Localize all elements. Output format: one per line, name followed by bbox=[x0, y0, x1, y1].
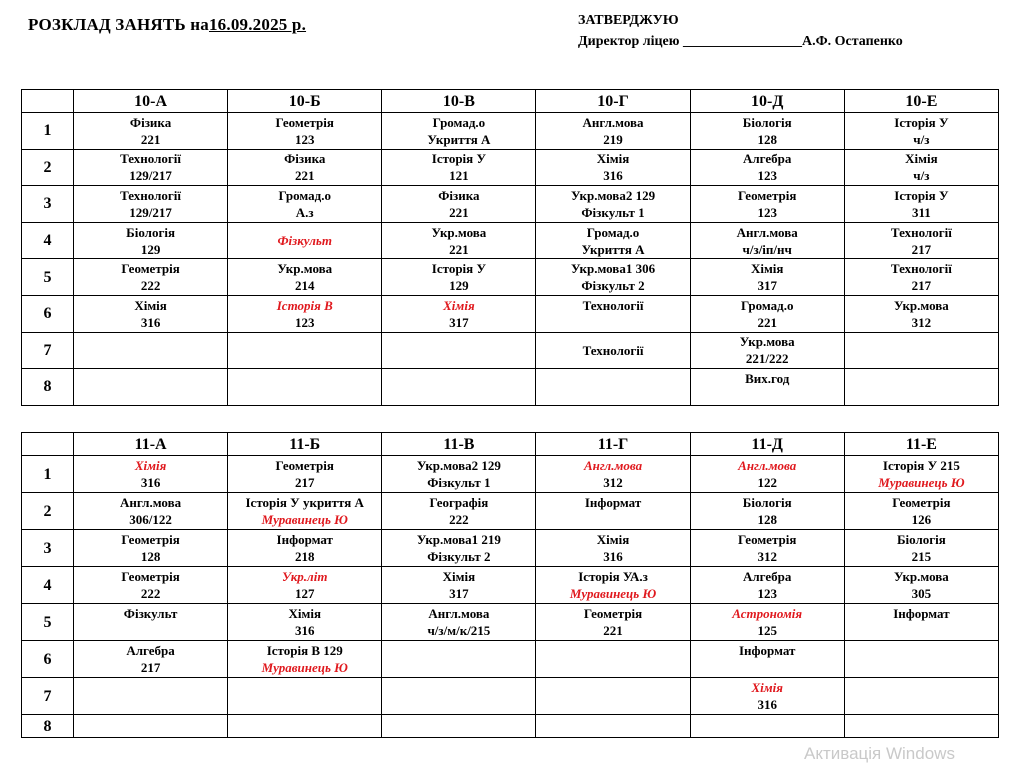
class-header: 10-Г bbox=[536, 90, 690, 113]
lesson-cell bbox=[228, 259, 382, 296]
room-or-note: 127 bbox=[294, 586, 315, 601]
class-header: 11-Б bbox=[228, 433, 382, 456]
lesson-number: 7 bbox=[22, 678, 74, 715]
subject: Громад.о bbox=[278, 187, 331, 203]
lesson-cell bbox=[382, 678, 536, 715]
room-or-note: 122 bbox=[757, 475, 777, 490]
lesson-cell bbox=[844, 678, 998, 715]
lesson-cell bbox=[228, 113, 382, 150]
lesson-cell bbox=[844, 332, 998, 369]
lesson-row bbox=[22, 567, 999, 604]
subject: Англ.мова bbox=[582, 114, 644, 130]
subject: Історія У bbox=[431, 261, 486, 277]
room-or-note: 217 bbox=[140, 660, 161, 675]
subject: Технології bbox=[890, 261, 952, 277]
lesson-cell bbox=[690, 113, 844, 150]
lesson-cell bbox=[690, 332, 844, 369]
lesson-number: 1 bbox=[22, 113, 74, 150]
subject: Фізика bbox=[129, 114, 172, 130]
lesson-cell bbox=[382, 641, 536, 678]
room-or-note: Муравинець Ю bbox=[261, 512, 348, 527]
class-header: 10-Б bbox=[228, 90, 382, 113]
lesson-row bbox=[22, 604, 999, 641]
lesson-cell bbox=[536, 149, 690, 186]
subject: Укр.мова2 129 bbox=[571, 187, 656, 203]
lesson-cell bbox=[228, 567, 382, 604]
room-or-note: 316 bbox=[294, 623, 315, 638]
lesson-cell bbox=[74, 149, 228, 186]
subject: Хімія bbox=[134, 297, 167, 313]
lesson-cell bbox=[382, 456, 536, 493]
subject: Укр.мова2 129 bbox=[416, 458, 501, 473]
lesson-cell bbox=[844, 149, 998, 186]
lesson-cell bbox=[74, 678, 228, 715]
corner-cell bbox=[22, 90, 74, 113]
schedule-table-10 bbox=[21, 89, 999, 406]
lesson-cell bbox=[844, 369, 998, 406]
room-or-note: 123 bbox=[757, 168, 777, 184]
lesson-cell bbox=[690, 678, 844, 715]
subject: Англ.мова bbox=[428, 606, 490, 621]
lesson-cell bbox=[382, 604, 536, 641]
lesson-cell bbox=[228, 332, 382, 369]
title-prefix: РОЗКЛАД ЗАНЯТЬ на bbox=[28, 15, 209, 34]
subject: Технології bbox=[890, 224, 952, 240]
lesson-number: 4 bbox=[22, 222, 74, 259]
lesson-cell bbox=[844, 113, 998, 150]
lesson-cell bbox=[74, 456, 228, 493]
lesson-cell bbox=[536, 113, 690, 150]
lesson-row bbox=[22, 530, 999, 567]
subject: Інформат bbox=[739, 643, 796, 658]
lesson-cell bbox=[844, 295, 998, 332]
room-or-note: 311 bbox=[911, 204, 931, 220]
lesson-cell bbox=[690, 149, 844, 186]
room-or-note: 128 bbox=[140, 549, 161, 564]
lesson-cell bbox=[74, 186, 228, 223]
room-or-note: Фізкульт 1 bbox=[427, 475, 491, 490]
room-or-note: 221 bbox=[140, 131, 161, 147]
subject: Алгебра bbox=[126, 643, 175, 658]
lesson-cell bbox=[844, 604, 998, 641]
lesson-cell bbox=[536, 186, 690, 223]
lesson-cell bbox=[228, 186, 382, 223]
lesson-cell bbox=[844, 456, 998, 493]
subject: Вих.год bbox=[745, 370, 790, 386]
subject: Укр.мова bbox=[893, 569, 949, 584]
lesson-cell bbox=[74, 259, 228, 296]
room-or-note: 128 bbox=[757, 512, 777, 527]
lesson-cell bbox=[74, 567, 228, 604]
lesson-cell bbox=[536, 604, 690, 641]
subject: Геометрія bbox=[583, 606, 643, 621]
lesson-cell bbox=[690, 186, 844, 223]
schedule-date: 16.09.2025 р. bbox=[208, 15, 307, 34]
lesson-row bbox=[22, 222, 999, 259]
subject: Історія У укриття А bbox=[245, 495, 364, 510]
room-or-note: 316 bbox=[757, 697, 777, 712]
subject: Історія У bbox=[431, 151, 486, 167]
lesson-cell bbox=[382, 113, 536, 150]
subject: Фізкульт bbox=[123, 606, 178, 621]
room-or-note: 317 bbox=[449, 314, 469, 330]
room-or-note: Муравинець Ю bbox=[569, 586, 657, 601]
lesson-cell bbox=[844, 186, 998, 223]
room-or-note: Муравинець Ю bbox=[261, 660, 348, 675]
subject: Технології bbox=[120, 187, 182, 203]
room-or-note: 317 bbox=[449, 586, 469, 601]
subject: Геометрія bbox=[121, 569, 180, 584]
lesson-cell bbox=[228, 715, 382, 738]
subject: Хімія bbox=[596, 151, 630, 167]
room-or-note: Фізкульт 2 bbox=[427, 549, 491, 564]
room-or-note: 217 bbox=[911, 241, 932, 257]
corner-cell bbox=[22, 433, 74, 456]
subject: Географія bbox=[429, 495, 489, 510]
lesson-cell bbox=[228, 149, 382, 186]
subject: Укр.літ bbox=[282, 569, 328, 584]
lesson-cell bbox=[382, 332, 536, 369]
room-or-note: 123 bbox=[294, 131, 315, 147]
lesson-cell bbox=[382, 186, 536, 223]
room-or-note: 312 bbox=[911, 314, 932, 330]
lesson-row bbox=[22, 678, 999, 715]
lesson-cell bbox=[690, 641, 844, 678]
subject: Технології bbox=[582, 297, 644, 313]
lesson-row bbox=[22, 456, 999, 493]
subject: Історія У bbox=[894, 114, 949, 130]
lesson-cell bbox=[228, 641, 382, 678]
subject: Англ.мова bbox=[120, 495, 182, 510]
lesson-number: 3 bbox=[22, 186, 74, 223]
lesson-cell bbox=[690, 715, 844, 738]
class-header: 11-Г bbox=[536, 433, 690, 456]
class-header: 10-Д bbox=[690, 90, 844, 113]
room-or-note: 316 bbox=[603, 549, 623, 564]
room-or-note: Фізкульт 1 bbox=[581, 204, 645, 220]
class-header: 10-В bbox=[382, 90, 536, 113]
room-or-note: 128 bbox=[757, 131, 777, 147]
room-or-note: 123 bbox=[294, 314, 315, 330]
room-or-note bbox=[536, 511, 689, 528]
lesson-row bbox=[22, 493, 999, 530]
room-or-note: 129/217 bbox=[129, 168, 172, 184]
subject: Історія УА.з bbox=[578, 569, 648, 584]
lesson-cell bbox=[382, 530, 536, 567]
lesson-number: 4 bbox=[22, 567, 74, 604]
lesson-cell bbox=[690, 604, 844, 641]
schedule-title bbox=[28, 15, 306, 35]
room-or-note: 126 bbox=[911, 512, 932, 527]
lesson-cell bbox=[690, 493, 844, 530]
lesson-cell bbox=[536, 641, 690, 678]
lesson-cell bbox=[844, 530, 998, 567]
lesson-cell bbox=[536, 259, 690, 296]
subject: Алгебра bbox=[742, 151, 792, 167]
subject: Інформат bbox=[584, 495, 642, 510]
lesson-cell bbox=[690, 530, 844, 567]
lesson-cell bbox=[536, 715, 690, 738]
subject: Укр.мова bbox=[893, 297, 949, 313]
lesson-number: 7 bbox=[22, 332, 74, 369]
subject: Алгебра bbox=[742, 569, 792, 584]
lesson-cell bbox=[382, 222, 536, 259]
lesson-cell bbox=[844, 567, 998, 604]
room-or-note bbox=[536, 314, 689, 331]
lesson-cell bbox=[74, 641, 228, 678]
subject: Геометрія bbox=[738, 187, 797, 203]
subject: Технології bbox=[120, 151, 182, 167]
lesson-cell bbox=[74, 222, 228, 259]
subject: Хімія bbox=[134, 458, 167, 473]
subject: Громад.о bbox=[432, 114, 486, 130]
room-or-note: 306/122 bbox=[129, 512, 172, 527]
room-or-note: 125 bbox=[757, 623, 777, 638]
schedule-table-11 bbox=[21, 432, 999, 738]
class-header: 10-Е bbox=[844, 90, 998, 113]
lesson-cell bbox=[74, 332, 228, 369]
subject: Хімія bbox=[750, 261, 784, 277]
subject: Геометрія bbox=[275, 114, 334, 130]
lesson-row bbox=[22, 259, 999, 296]
subject: Геометрія bbox=[121, 532, 180, 547]
room-or-note: ч/з/іп/нч bbox=[742, 241, 792, 257]
lesson-number: 1 bbox=[22, 456, 74, 493]
class-header: 11-А bbox=[74, 433, 228, 456]
subject: Хімія bbox=[596, 532, 630, 547]
lesson-row bbox=[22, 186, 999, 223]
room-or-note: 217 bbox=[294, 475, 315, 490]
room-or-note: 316 bbox=[140, 475, 161, 490]
lesson-cell bbox=[228, 604, 382, 641]
room-or-note: Укриття А bbox=[581, 241, 645, 257]
class-header: 10-А bbox=[74, 90, 228, 113]
lesson-number: 6 bbox=[22, 641, 74, 678]
room-or-note: 222 bbox=[140, 278, 161, 294]
lesson-cell bbox=[690, 222, 844, 259]
subject: Громад.о bbox=[740, 297, 794, 313]
room-or-note: 121 bbox=[449, 168, 469, 184]
lesson-cell bbox=[844, 493, 998, 530]
room-or-note: 312 bbox=[757, 549, 777, 564]
lesson-cell bbox=[74, 295, 228, 332]
class-header: 11-Е bbox=[844, 433, 998, 456]
subject: Хімія bbox=[905, 151, 938, 167]
subject: Англ.мова bbox=[736, 224, 798, 240]
room-or-note: 218 bbox=[294, 549, 315, 564]
lesson-cell bbox=[536, 493, 690, 530]
lesson-cell bbox=[74, 604, 228, 641]
lesson-cell bbox=[74, 530, 228, 567]
lesson-cell bbox=[382, 567, 536, 604]
subject: Історія У 215 bbox=[882, 458, 960, 473]
lesson-row bbox=[22, 641, 999, 678]
subject: Фізика bbox=[438, 187, 480, 203]
room-or-note bbox=[691, 387, 844, 404]
room-or-note: 215 bbox=[911, 549, 932, 564]
subject: Фізика bbox=[284, 151, 326, 167]
room-or-note: 305 bbox=[911, 586, 932, 601]
lesson-cell bbox=[536, 295, 690, 332]
subject: Біологія bbox=[126, 224, 176, 240]
subject: Технології bbox=[582, 342, 644, 358]
lesson-cell bbox=[382, 295, 536, 332]
room-or-note: ч/з bbox=[913, 168, 930, 184]
room-or-note: ч/з bbox=[913, 131, 930, 147]
room-or-note bbox=[74, 622, 227, 639]
room-or-note: А.з bbox=[295, 204, 314, 220]
room-or-note: 221 bbox=[757, 314, 777, 330]
lesson-number: 5 bbox=[22, 259, 74, 296]
lesson-cell bbox=[844, 259, 998, 296]
subject: Укр.мова1 306 bbox=[571, 261, 656, 277]
lesson-cell bbox=[844, 715, 998, 738]
lesson-cell bbox=[228, 222, 382, 259]
lesson-number: 8 bbox=[22, 369, 74, 406]
subject: Історія В 129 bbox=[266, 643, 343, 658]
lesson-cell bbox=[536, 369, 690, 406]
subject: Біологія bbox=[742, 114, 792, 130]
room-or-note: 222 bbox=[449, 512, 469, 527]
room-or-note: 129 bbox=[140, 241, 161, 257]
lesson-cell bbox=[74, 369, 228, 406]
lesson-cell bbox=[74, 493, 228, 530]
lesson-cell bbox=[690, 369, 844, 406]
subject: Хімія bbox=[751, 680, 783, 695]
director-signature-line: Директор ліцею _________________А.Ф. Остапенко bbox=[578, 34, 903, 49]
approval-block bbox=[578, 10, 903, 52]
subject: Історія У bbox=[894, 187, 949, 203]
room-or-note: 221 bbox=[449, 241, 469, 257]
lesson-cell bbox=[536, 456, 690, 493]
room-or-note: Муравинець Ю bbox=[878, 475, 965, 490]
lesson-row bbox=[22, 369, 999, 406]
windows-activation-watermark: Активація Windows bbox=[804, 744, 955, 763]
room-or-note: 316 bbox=[140, 314, 161, 330]
subject: Фізкульт bbox=[277, 233, 332, 249]
room-or-note: 222 bbox=[140, 586, 161, 601]
lesson-cell bbox=[382, 715, 536, 738]
lesson-cell bbox=[690, 567, 844, 604]
subject: Хімія bbox=[442, 569, 476, 584]
lesson-number: 8 bbox=[22, 715, 74, 738]
room-or-note: Укриття А bbox=[427, 131, 491, 147]
subject: Геометрія bbox=[738, 532, 797, 547]
lesson-cell bbox=[536, 530, 690, 567]
subject: Біологія bbox=[742, 495, 792, 510]
lesson-cell bbox=[228, 295, 382, 332]
lesson-cell bbox=[690, 295, 844, 332]
lesson-cell bbox=[844, 641, 998, 678]
subject: Хімія bbox=[288, 606, 321, 621]
subject: Укр.мова bbox=[277, 261, 333, 277]
room-or-note: ч/з/м/к/215 bbox=[427, 623, 491, 638]
subject: Біологія bbox=[896, 532, 946, 547]
room-or-note: 312 bbox=[603, 475, 623, 490]
lesson-cell bbox=[228, 530, 382, 567]
room-or-note: 123 bbox=[757, 586, 777, 601]
subject: Укр.мова bbox=[431, 224, 487, 240]
subject: Інформат bbox=[893, 606, 950, 621]
class-header-row bbox=[22, 90, 999, 113]
subject: Історія В bbox=[276, 297, 333, 313]
lesson-cell bbox=[382, 369, 536, 406]
lesson-number: 6 bbox=[22, 295, 74, 332]
lesson-row bbox=[22, 149, 999, 186]
room-or-note: 221 bbox=[449, 204, 469, 220]
room-or-note: 316 bbox=[603, 168, 623, 184]
subject: Англ.мова bbox=[738, 458, 797, 473]
lesson-cell bbox=[382, 149, 536, 186]
subject: Астрономія bbox=[732, 606, 803, 621]
room-or-note: 123 bbox=[757, 204, 777, 220]
subject: Хімія bbox=[443, 297, 475, 313]
lesson-number: 2 bbox=[22, 149, 74, 186]
approval-heading: ЗАТВЕРДЖУЮ bbox=[578, 13, 679, 28]
class-header-row bbox=[22, 433, 999, 456]
lesson-row bbox=[22, 715, 999, 738]
lesson-row bbox=[22, 113, 999, 150]
room-or-note: 214 bbox=[294, 278, 315, 294]
lesson-cell bbox=[690, 259, 844, 296]
lesson-cell bbox=[690, 456, 844, 493]
room-or-note: 129 bbox=[449, 278, 469, 294]
room-or-note: 221 bbox=[603, 623, 623, 638]
room-or-note: 221 bbox=[294, 168, 315, 184]
subject: Геометрія bbox=[121, 261, 180, 277]
subject: Геометрія bbox=[892, 495, 951, 510]
subject: Укр.мова bbox=[739, 334, 795, 350]
room-or-note: 217 bbox=[911, 278, 932, 294]
lesson-cell bbox=[844, 222, 998, 259]
room-or-note: Фізкульт 2 bbox=[581, 278, 645, 294]
lesson-cell bbox=[74, 715, 228, 738]
room-or-note bbox=[845, 622, 998, 639]
room-or-note: 219 bbox=[603, 131, 623, 147]
lesson-cell bbox=[536, 222, 690, 259]
room-or-note bbox=[691, 659, 844, 676]
lesson-cell bbox=[536, 567, 690, 604]
lesson-cell bbox=[536, 332, 690, 369]
subject: Укр.мова1 219 bbox=[416, 532, 501, 547]
lesson-cell bbox=[228, 369, 382, 406]
subject: Геометрія bbox=[275, 458, 334, 473]
room-or-note: 317 bbox=[757, 278, 777, 294]
room-or-note: 129/217 bbox=[129, 204, 172, 220]
subject: Інформат bbox=[276, 532, 333, 547]
lesson-cell bbox=[228, 456, 382, 493]
subject: Англ.мова bbox=[584, 458, 643, 473]
lesson-cell bbox=[382, 259, 536, 296]
lesson-number: 3 bbox=[22, 530, 74, 567]
room-or-note: 221/222 bbox=[745, 351, 789, 367]
lesson-number: 2 bbox=[22, 493, 74, 530]
lesson-cell bbox=[74, 113, 228, 150]
lesson-cell bbox=[228, 493, 382, 530]
class-header: 11-В bbox=[382, 433, 536, 456]
lesson-cell bbox=[382, 493, 536, 530]
lesson-row bbox=[22, 332, 999, 369]
lesson-cell bbox=[536, 678, 690, 715]
lesson-cell bbox=[228, 678, 382, 715]
subject: Громад.о bbox=[586, 224, 640, 240]
lesson-number: 5 bbox=[22, 604, 74, 641]
class-header: 11-Д bbox=[690, 433, 844, 456]
lesson-row bbox=[22, 295, 999, 332]
